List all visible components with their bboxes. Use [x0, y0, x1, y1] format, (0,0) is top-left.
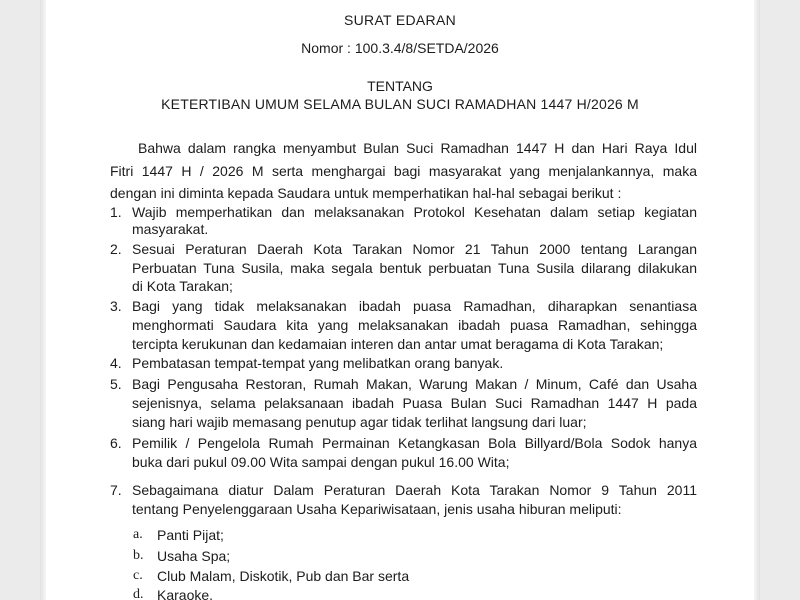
item-7-line-1: Sebagaimana diatur Dalam Peraturan Daerah Kota Tarakan Nomor 9 Tahun 2011 [132, 482, 697, 498]
item-2-line-2: Perbuatan Tuna Susila, maka segala bentuk perbuatan Tuna Susila dilarang dilakukan [132, 260, 697, 276]
item-5-line-1: Bagi Pengusaha Restoran, Rumah Makan, Warung Makan / Minum, Café dan Usaha [132, 376, 697, 392]
intro-line-1: Bahwa dalam rangka menyambut Bulan Suci Ramadhan 1447 H dan Hari Raya Idul [138, 140, 697, 156]
item-5-line-3: siang hari wajib memasang penutup agar tidak terlihat langsung dari luar; [132, 414, 587, 430]
item-5-line-2: sejenisnya, selama pelaksanaan ibadah Puasa Bulan Suci Ramadhan 1447 H pada [132, 395, 697, 411]
item-7-line-2: tentang Penyelenggaraan Usaha Kepariwisataan, jenis usaha hiburan meliputi: [132, 501, 622, 517]
item-2-line-1: Sesuai Peraturan Daerah Kota Tarakan Nomor 21 Tahun 2000 tentang Larangan [132, 241, 697, 257]
item-6-line-2: buka dari pukul 09.00 Wita sampai dengan pukul 16.00 Wita; [132, 454, 510, 470]
item-number: 3. [110, 298, 122, 314]
item-number: 2. [110, 241, 122, 257]
item-3-line-2: menghormati Saudara kita yang melaksanakan ibadah puasa Ramadhan, sehingga [132, 317, 697, 333]
subitem-text: Club Malam, Diskotik, Pub dan Bar serta [157, 568, 410, 584]
item-number: 7. [110, 482, 122, 498]
document-about: TENTANG [367, 78, 433, 94]
item-number: 4. [110, 355, 122, 371]
item-number: 5. [110, 376, 122, 392]
subitem-letter: b. [133, 548, 144, 563]
subitem-letter: c. [133, 568, 143, 583]
subitem-text: Karaoke. [157, 587, 214, 600]
subitem-letter: a. [133, 527, 143, 542]
intro-line-3: dengan ini diminta kepada Saudara untuk memperhatikan hal-hal sebagai berikut : [110, 185, 622, 201]
document-title: SURAT EDARAN [344, 12, 456, 28]
document-subject: KETERTIBAN UMUM SELAMA BULAN SUCI RAMADHAN 1447 H/2026 M [161, 96, 639, 112]
item-3-line-1: Bagi yang tidak melaksanakan ibadah puasa Ramadhan, diharapkan senantiasa [132, 298, 697, 314]
item-3-line-3: tercipta kerukunan dan kedamaian interen dan antar umat beragama di Kota Tarakan; [132, 336, 664, 352]
item-1-line-1: Wajib memperhatikan dan melaksanakan Protokol Kesehatan dalam setiap kegiatan [132, 204, 697, 220]
item-1-line-2: masyarakat. [132, 221, 209, 237]
item-6-line-1: Pemilik / Pengelola Rumah Permainan Ketangkasan Bola Billyard/Bola Sodok hanya [132, 435, 697, 451]
page-edge-right [754, 0, 760, 600]
subitem-text: Panti Pijat; [157, 527, 224, 543]
document-page [46, 0, 754, 600]
subitem-text: Usaha Spa; [157, 548, 231, 564]
item-4-line-1: Pembatasan tempat-tempat yang melibatkan orang banyak. [132, 355, 504, 371]
item-2-line-3: di Kota Tarakan; [132, 278, 233, 294]
item-number: 1. [110, 204, 122, 220]
document-number: Nomor : 100.3.4/8/SETDA/2026 [301, 40, 499, 56]
subitem-letter: d. [133, 587, 144, 600]
item-number: 6. [110, 435, 122, 451]
intro-line-2: Fitri 1447 H / 2026 M serta menghargai bagi masyarakat yang menjalankannya, maka [110, 163, 697, 179]
